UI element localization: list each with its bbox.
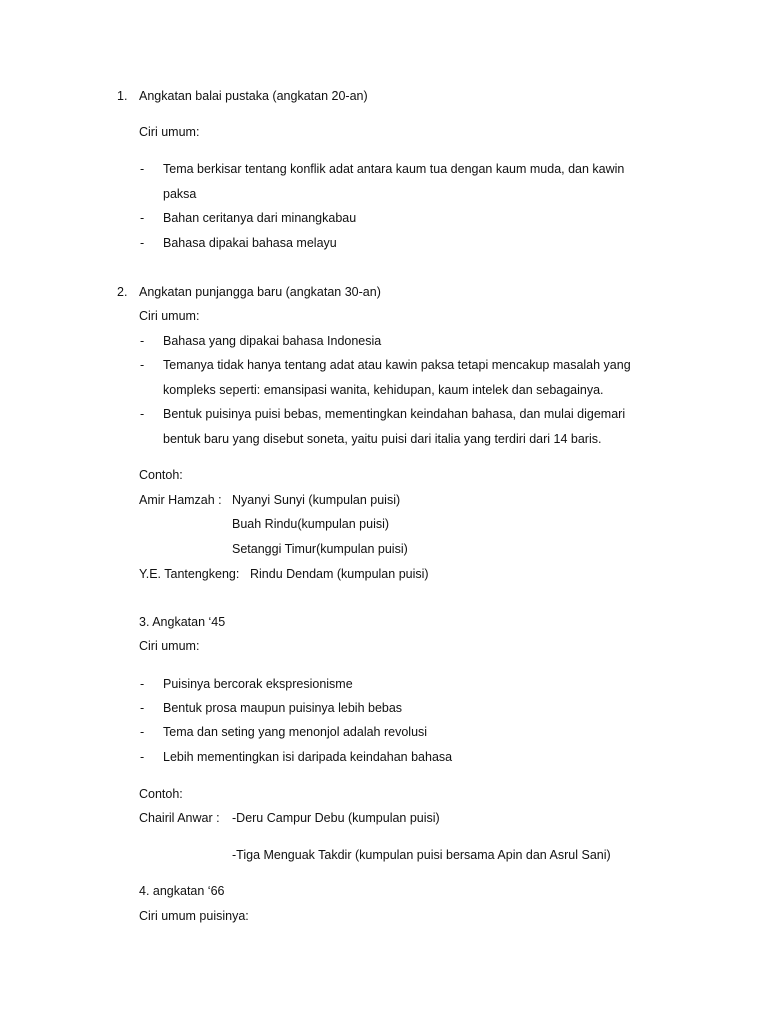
bullet-dash: -	[140, 725, 145, 739]
example-work: -Tiga Menguak Takdir (kumpulan puisi bersama Apin dan Asrul Sani)	[232, 848, 611, 862]
section-2-bullet-2: Temanya tidak hanya tentang adat atau kawin paksa tetapi mencakup masalah yang	[163, 358, 631, 372]
example-work: Setanggi Timur(kumpulan puisi)	[232, 542, 408, 556]
section-2-ciri-label: Ciri umum:	[139, 309, 200, 323]
section-2-number: 2.	[117, 285, 128, 299]
section-3-bullet-3: Tema dan seting yang menonjol adalah revolusi	[163, 725, 428, 739]
bullet-dash: -	[140, 701, 145, 715]
example-author-ye-tantengkeng: Y.E. Tantengkeng:	[139, 567, 240, 581]
section-1-number: 1.	[117, 89, 128, 103]
example-author-chairil-anwar: Chairil Anwar :	[139, 811, 220, 825]
bullet-dash: -	[140, 334, 145, 348]
section-3-bullet-1: Puisinya bercorak ekspresionisme	[163, 677, 353, 691]
section-2-bullet-2-cont: kompleks seperti: emansipasi wanita, kehidupan, kaum intelek dan sebagainya.	[163, 383, 604, 397]
section-2-bullet-3: Bentuk puisinya puisi bebas, mementingkan keindahan bahasa, dan mulai digemari	[163, 407, 626, 421]
section-3-bullet-4: Lebih mementingkan isi daripada keindahan bahasa	[163, 750, 453, 764]
bullet-dash: -	[140, 750, 145, 764]
section-4-ciri-label: Ciri umum puisinya:	[139, 909, 249, 923]
section-1-bullet-1: Tema berkisar tentang konflik adat antara kaum tua dengan kaum muda, dan kawin	[163, 162, 625, 176]
section-1-title: Angkatan balai pustaka (angkatan 20-an)	[139, 89, 368, 103]
example-work: Buah Rindu(kumpulan puisi)	[232, 517, 390, 531]
bullet-dash: -	[140, 677, 145, 691]
section-1-bullet-2: Bahan ceritanya dari minangkabau	[163, 211, 357, 225]
section-2-contoh-label: Contoh:	[139, 468, 183, 482]
example-work: -Deru Campur Debu (kumpulan puisi)	[232, 811, 440, 825]
section-4-title: 4. angkatan ‘66	[139, 884, 225, 898]
example-author-amir-hamzah: Amir Hamzah :	[139, 493, 222, 507]
example-work: Nyanyi Sunyi (kumpulan puisi)	[232, 493, 401, 507]
section-1-bullet-1-cont: paksa	[163, 187, 197, 201]
section-1-ciri-label: Ciri umum:	[139, 125, 200, 139]
section-3-contoh-label: Contoh:	[139, 787, 183, 801]
bullet-dash: -	[140, 358, 145, 372]
bullet-dash: -	[140, 162, 145, 176]
bullet-dash: -	[140, 211, 145, 225]
section-3-title: 3. Angkatan ‘45	[139, 615, 226, 629]
example-work: Rindu Dendam (kumpulan puisi)	[250, 567, 429, 581]
bullet-dash: -	[140, 236, 145, 250]
bullet-dash: -	[140, 407, 145, 421]
section-2-bullet-3-cont: bentuk baru yang disebut soneta, yaitu puisi dari italia yang terdiri dari 14 baris.	[163, 432, 602, 446]
section-3-bullet-2: Bentuk prosa maupun puisinya lebih bebas	[163, 701, 403, 715]
section-2-title: Angkatan punjangga baru (angkatan 30-an)	[139, 285, 381, 299]
section-2-bullet-1: Bahasa yang dipakai bahasa Indonesia	[163, 334, 382, 348]
section-1-bullet-3: Bahasa dipakai bahasa melayu	[163, 236, 337, 250]
section-3-ciri-label: Ciri umum:	[139, 639, 200, 653]
